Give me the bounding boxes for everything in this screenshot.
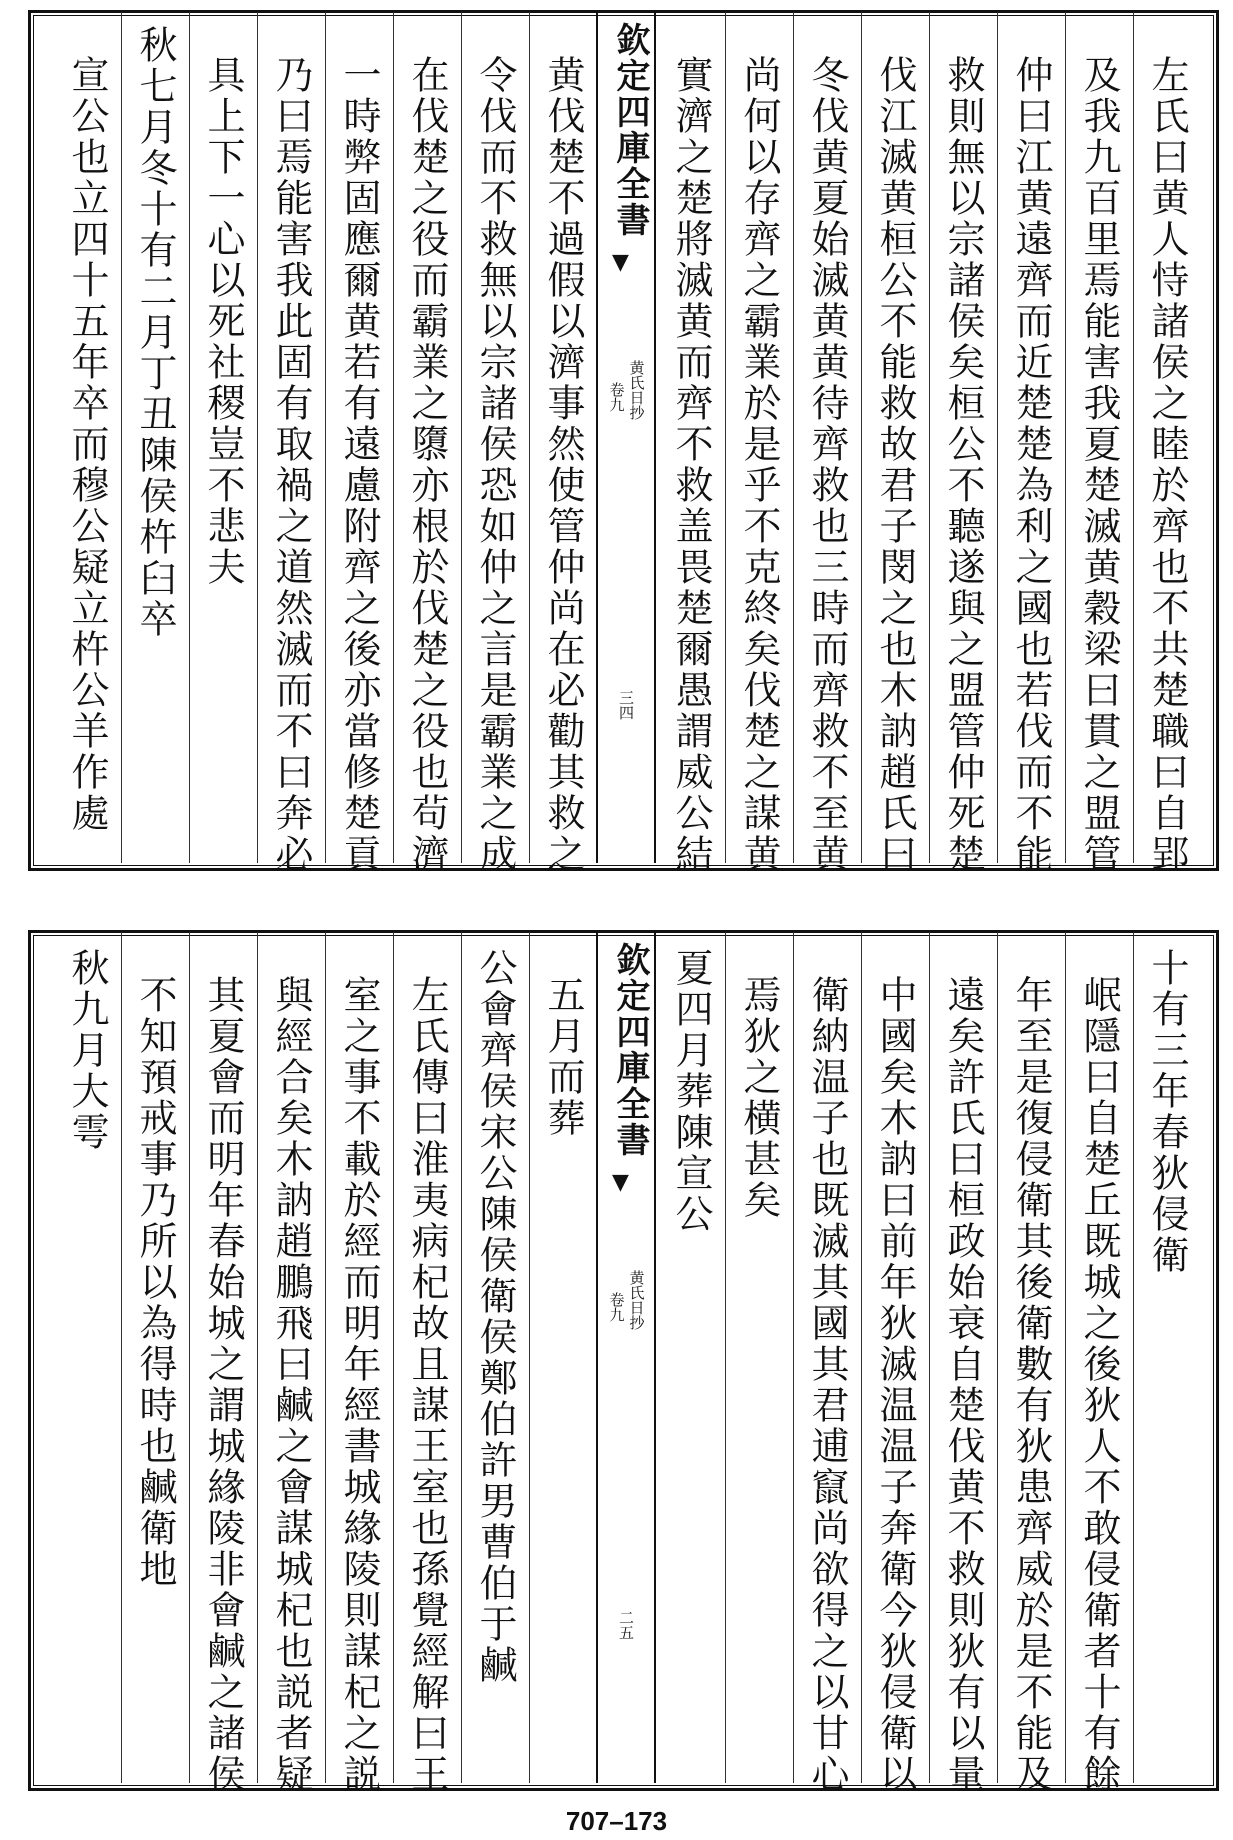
top-right-col-3: 仲曰江黄遠齊而近楚楚為利之國也若伐而不能 xyxy=(1009,55,1053,875)
column-rule xyxy=(393,12,394,863)
top-fish-tail-mark: ▼ xyxy=(612,250,629,275)
column-rule xyxy=(1133,932,1134,1783)
column-rule xyxy=(461,12,462,863)
column-rule xyxy=(725,12,726,863)
column-rule xyxy=(325,932,326,1783)
column-rule xyxy=(189,12,190,863)
column-rule xyxy=(121,932,122,1783)
bottom-fish-tail-mark: ▼ xyxy=(612,1170,629,1195)
top-left-col-3: 在伐楚之役而霸業之隳亦根於伐楚之役也茍濟 xyxy=(405,55,449,875)
bottom-left-col-6: 其夏會而明年春始城之謂城緣陵非會鹹之諸侯 xyxy=(201,975,245,1795)
column-rule xyxy=(529,932,530,1783)
column-rule xyxy=(121,12,122,863)
bottom-left-col-1: 五月而葬 xyxy=(541,975,585,1139)
column-rule xyxy=(189,932,190,1783)
bottom-left-col-7: 不知預戒事乃所以為得時也鹹衛地 xyxy=(133,975,177,1590)
column-rule xyxy=(997,12,998,863)
bottom-left-col-8: 秋九月大雩 xyxy=(65,948,109,1153)
bottom-right-col-1: 十有三年春狄侵衛 xyxy=(1145,948,1189,1276)
column-rule xyxy=(861,12,862,863)
top-right-col-6: 冬伐黄夏始滅黄黄待齊救也三時而齊救不至黄 xyxy=(805,55,849,875)
top-page-number: 三四 xyxy=(617,690,635,720)
bottom-right-col-2: 岷隱曰自楚丘既城之後狄人不敢侵衛者十有餘 xyxy=(1077,975,1121,1795)
bottom-left-col-2: 公會齊侯宋公陳侯衛侯鄭伯許男曹伯于鹹 xyxy=(473,948,517,1686)
column-rule xyxy=(861,932,862,1783)
top-left-col-7: 秋七月冬十有二月丁丑陳侯杵臼卒 xyxy=(133,25,177,640)
top-book-title: 欽定四庫全書 xyxy=(610,22,650,238)
top-right-col-5: 伐江滅黄桓公不能救故君子閔之也木訥趙氏曰 xyxy=(873,55,917,875)
top-side-label: 黄氏日抄 xyxy=(627,360,646,420)
bottom-book-title: 欽定四庫全書 xyxy=(610,942,650,1158)
top-right-col-2: 及我九百里焉能害我夏楚滅黄穀梁曰貫之盟管 xyxy=(1077,55,1121,875)
top-left-col-4: 一時弊固應爾黄若有遠慮附齊之後亦當修楚貢 xyxy=(337,55,381,875)
top-right-col-4: 救則無以宗諸侯矣桓公不聽遂與之盟管仲死楚 xyxy=(941,55,985,875)
bottom-page xyxy=(0,920,1233,1800)
bottom-side-label: 黄氏日抄 xyxy=(627,1270,646,1330)
top-left-col-2: 令伐而不救無以宗諸侯恐如仲之言是霸業之成 xyxy=(473,55,517,875)
column-rule xyxy=(1065,932,1066,1783)
top-left-col-8: 宣公也立四十五年卒而穆公疑立杵公羊作處 xyxy=(65,55,109,834)
column-rule xyxy=(1065,12,1066,863)
column-rule xyxy=(1133,12,1134,863)
top-volume: 卷九 xyxy=(607,382,626,412)
bottom-right-col-4: 遠矣許氏曰桓政始衰自楚伐黄不救則狄有以量 xyxy=(941,975,985,1795)
bottom-left-col-3: 左氏傳曰淮夷病杞故且謀王室也孫覺經解曰王 xyxy=(405,975,449,1795)
top-right-col-1: 左氏曰黄人恃諸侯之睦於齊也不共楚職曰自郢 xyxy=(1145,55,1189,875)
bottom-left-col-5: 與經合矣木訥趙鵬飛曰鹹之會謀城杞也説者疑 xyxy=(269,975,313,1795)
column-rule xyxy=(257,932,258,1783)
column-rule xyxy=(997,932,998,1783)
column-rule xyxy=(325,12,326,863)
column-rule xyxy=(529,12,530,863)
bottom-right-col-7: 焉狄之横甚矣 xyxy=(737,975,781,1221)
bottom-page-number: 二五 xyxy=(617,1610,635,1640)
top-right-col-8: 實濟之楚將滅黄而齊不救盖畏楚爾愚謂威公結 xyxy=(669,55,713,875)
top-left-col-1: 黄伐楚不過假以濟事然使管仲尚在必勸其救之 xyxy=(541,55,585,875)
reference-number: 707–173 xyxy=(565,1806,668,1836)
top-left-col-6: 具上下一心以死社稷豈不悲夫 xyxy=(201,55,245,588)
column-rule xyxy=(929,12,930,863)
column-rule xyxy=(393,932,394,1783)
column-rule xyxy=(461,932,462,1783)
column-rule xyxy=(725,932,726,1783)
column-rule xyxy=(929,932,930,1783)
column-rule xyxy=(257,12,258,863)
top-left-col-5: 乃曰焉能害我此固有取禍之道然滅而不曰奔必 xyxy=(269,55,313,875)
bottom-right-col-3: 年至是復侵衛其後衛數有狄患齊威於是不能及 xyxy=(1009,975,1053,1795)
bottom-volume: 卷九 xyxy=(607,1292,626,1322)
column-rule xyxy=(793,12,794,863)
column-rule xyxy=(793,932,794,1783)
top-page xyxy=(0,0,1233,880)
bottom-right-col-8: 夏四月葬陳宣公 xyxy=(669,948,713,1235)
bottom-left-col-4: 室之事不載於經而明年經書城緣陵則謀杞之説 xyxy=(337,975,381,1795)
bottom-right-col-6: 衛納温子也既滅其國其君逋竄尚欲得之以甘心 xyxy=(805,975,849,1795)
bottom-right-col-5: 中國矣木訥曰前年狄滅温温子奔衛今狄侵衛以 xyxy=(873,975,917,1795)
top-right-col-7: 尚何以存齊之霸業於是乎不克終矣伐楚之謀黄 xyxy=(737,55,781,875)
